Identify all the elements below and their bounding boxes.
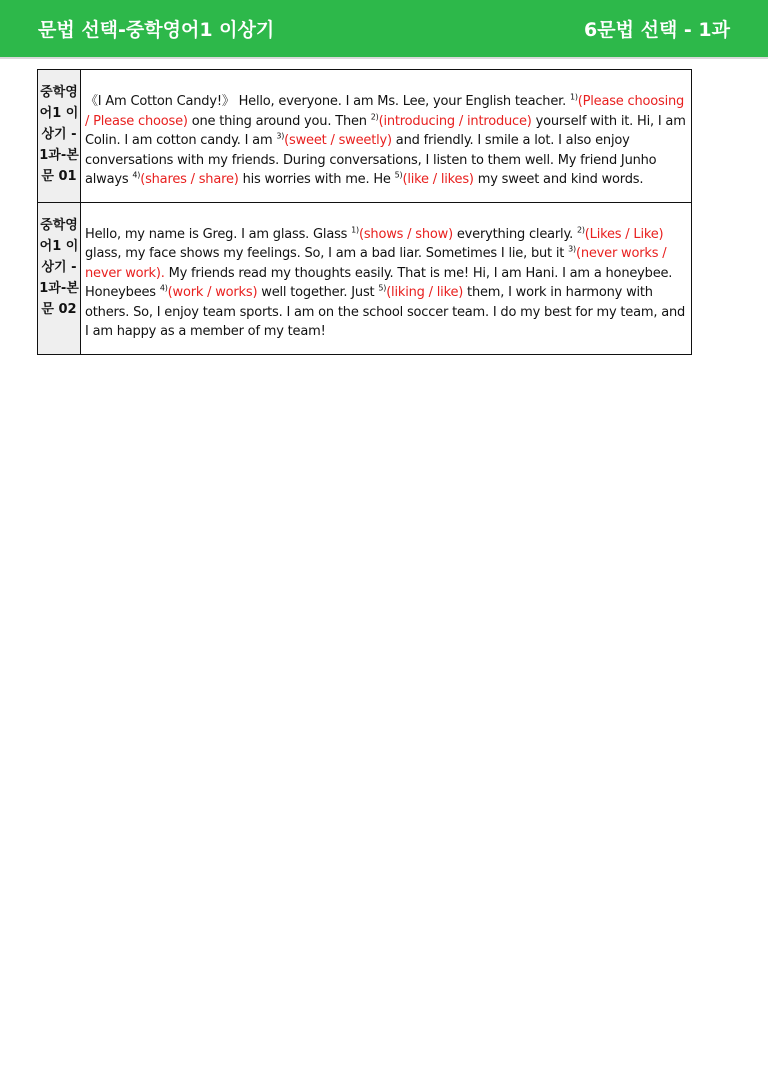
question-number: 3) [276,131,285,141]
question-number: 3) [568,244,576,254]
answer-choice: (introducing / introduce) [378,113,532,129]
passage-table [37,69,692,355]
passage-segment: Hello, my name is Greg. I am glass. Glass [85,226,352,242]
passage-segment: everything clearly. [452,226,577,242]
question-number: 1) [569,92,578,102]
page-header [0,0,768,57]
answer-choice: (sweet / sweetly) [284,133,392,148]
answer-choice: (never works / never work). [85,246,667,281]
question-number: 4) [132,170,141,180]
question-number: 4) [159,283,168,293]
passage-text [81,202,692,354]
question-number: 5) [394,170,403,180]
passage-segment: them, I work in harmony with others. So, I enjoy team sports. I am on the school soccer team. I do my best for my team, and I am happy as a member of my team! [85,285,686,339]
answer-choice: (shows / show) [358,226,453,242]
question-number: 5) [378,283,387,293]
table-row [38,70,692,203]
answer-choice: (Please choosing / Please choose) [85,94,685,129]
answer-choice: (like / likes) [402,172,474,187]
passage-segment: and friendly. I smile a lot. I also enjoy conversations with my friends. During conversations, I listen to them well. My friend Junho always [85,133,657,187]
passage-label: 중학영어1 이상기 - 1과-본문 01 [38,70,81,203]
passage-segment: my sweet and kind words. [473,172,644,187]
passage-segment: yourself with it. Hi, I am Colin. I am cotton candy. I am [85,113,686,148]
passage-segment: 《I Am Cotton Candy!》 Hello, everyone. I am Ms. Lee, your English teacher. [85,94,570,109]
passage-segment: glass, my face shows my feelings. So, I am a bad liar. Sometimes I lie, but it [85,246,569,261]
question-number: 2) [576,225,585,235]
passage-segment: one thing around you. Then [187,113,371,129]
question-number: 1) [351,225,359,235]
passage-segment: his worries with me. He [238,172,395,187]
header-left-title: 문법 선택-중학영어1 이상기 [38,19,275,41]
question-number: 2) [370,112,379,122]
answer-choice: (liking / like) [386,285,464,300]
header-divider [0,57,768,59]
answer-choice: (work / works) [167,285,258,300]
answer-choice: (Likes / Like) [584,226,664,242]
passage-text [81,70,692,203]
passage-segment: My friends read my thoughts easily. That is me! Hi, I am Hani. I am a honeybee. Honeybees [85,265,673,300]
passage-segment: well together. Just [257,285,379,300]
passage-label: 중학영어1 이상기 - 1과-본문 02 [38,202,81,354]
table-row [38,202,692,354]
header-right-title: 6문법 선택 - 1과 [584,19,730,41]
answer-choice: (shares / share) [140,172,239,187]
